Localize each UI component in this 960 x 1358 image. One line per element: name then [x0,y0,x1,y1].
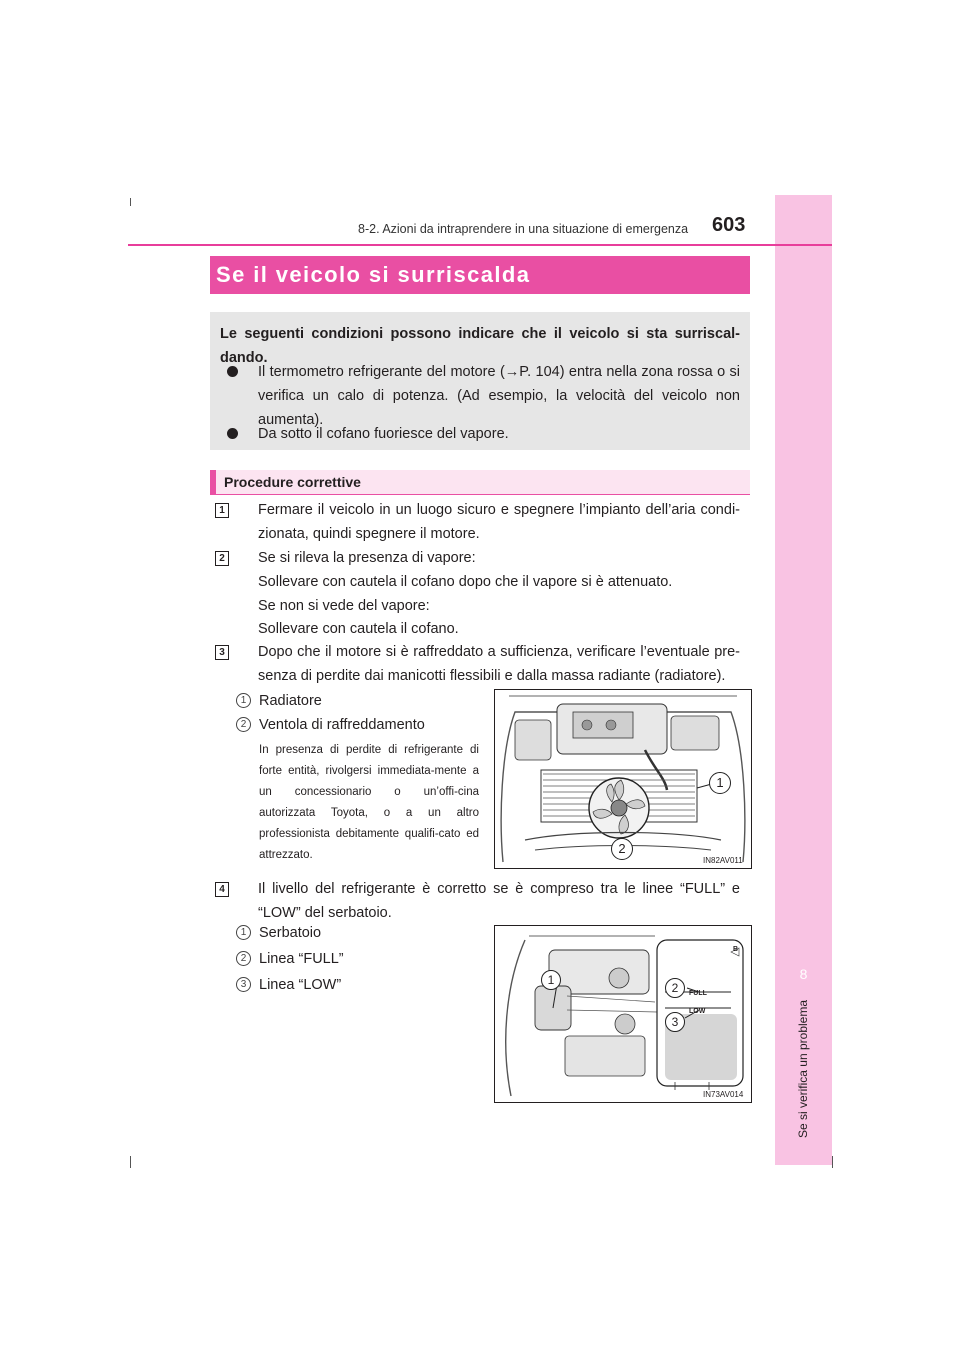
step-text: Dopo che il motore si è raffreddato a sufficienza, verificare l’eventuale pre-senza di perdite dai manicotti flessibili e dalla massa radiante (radiatore). [258,644,740,684]
legend-label: Serbatoio [259,925,322,941]
step-text: Fermare il veicolo in un luogo sicuro e spegnere l’impianto dell’aria condi-zionata, quindi spegnere il motore. [258,502,740,542]
callout-number: 1 [236,693,251,708]
figure-callout: 1 [709,772,731,794]
figure-callout: 3 [665,1012,685,1032]
tank-mark-label: B [733,946,739,953]
chapter-number: 8 [799,966,808,982]
intro-bullet: Il termometro refrigerante del motore (→P. 104) entra nella zona rossa o si verifica un calo di potenza. (Ad esempio, la velocità del veicolo non aumenta). [258,364,740,428]
step-text: Se si rileva la presenza di vapore: [258,550,476,566]
engine-bay-illustration [494,689,752,869]
full-mark-label: FULL [689,990,707,997]
step-number-box: 4 [215,882,229,897]
page-title: Se il veicolo si surriscalda [216,262,531,287]
bullet-icon [227,428,238,439]
subheading-rule [210,494,750,495]
figure-callout: 2 [611,838,633,860]
header-rule [128,244,832,246]
legend-label: Linea “LOW” [259,977,342,993]
crop-mark [130,198,131,206]
coolant-reservoir-illustration [494,925,752,1103]
step-text: Sollevare con cautela il cofano. [258,621,459,637]
callout-number: 2 [236,717,251,732]
step-number-box: 3 [215,645,229,660]
intro-lead: Le seguenti condizioni possono indicare che il veicolo si sta surriscal-dando. [220,326,740,366]
crop-mark [130,1156,131,1168]
step-number-box: 2 [215,551,229,566]
figure-code: IN82AV011 [703,856,743,865]
legend-label: Ventola di raffreddamento [259,717,425,733]
step-text: Sollevare con cautela il cofano dopo che il vapore si è attenuato. [258,574,673,590]
subheading-marker [210,470,216,494]
figure-code: IN73AV014 [703,1090,744,1099]
intro-bullet: Da sotto il cofano fuoriesce del vapore. [258,426,509,442]
bullet-icon [227,366,238,377]
step-text: Se non si vede del vapore: [258,598,430,614]
low-mark-label: LOW [689,1008,706,1015]
leak-note: In presenza di perdite di refrigerante di forte entità, rivolgersi immediata-mente a un concessionario o un’offi-cina autorizzata Toyota, o a un altro professionista debitamente qualifi-cato ed attrezzato. [259,744,479,861]
figure-callout: 2 [665,978,685,998]
figure-callout: 1 [541,970,561,990]
callout-number: 1 [236,925,251,940]
section-header: 8-2. Azioni da intraprendere in una situazione di emergenza [358,222,689,236]
chapter-title: Se si verifica un problema [796,999,810,1139]
callout-number: 2 [236,951,251,966]
crop-mark [832,1156,833,1168]
legend-label: Linea “FULL” [259,951,344,967]
legend-label: Radiatore [259,693,322,709]
procedures-heading: Procedure correttive [224,474,361,490]
callout-number: 3 [236,977,251,992]
step-number-box: 1 [215,503,229,518]
step-text: Il livello del refrigerante è corretto se è compreso tra le linee “FULL” e “LOW” del serbatoio. [258,881,740,921]
reservoir-diagram [495,926,751,1102]
page-number: 603 [712,214,746,236]
